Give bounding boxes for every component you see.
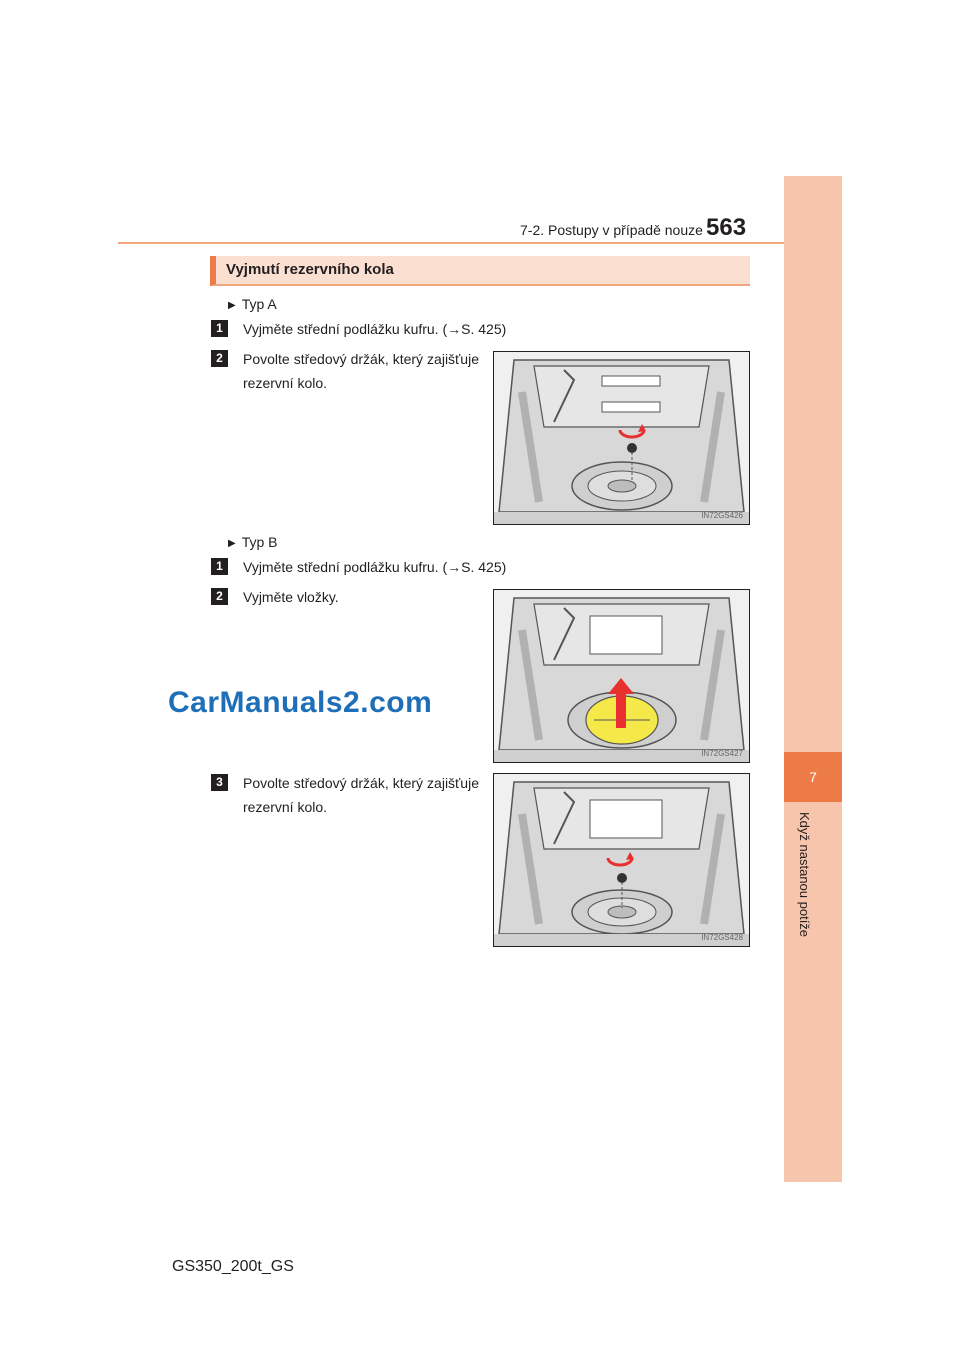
section-title: Vyjmutí rezervního kola (226, 261, 394, 278)
trunk-illustration-inserts (493, 589, 750, 763)
chapter-tab (784, 176, 842, 1182)
type-b-heading (228, 530, 278, 556)
step-number-badge: 1 (211, 320, 228, 337)
chapter-title: Když nastanou potíže (797, 812, 812, 938)
type-b-label: Typ B (241, 534, 278, 550)
header-divider (118, 242, 842, 244)
step-number-badge: 3 (211, 774, 228, 791)
type-a-label: Typ A (241, 296, 277, 312)
chapter-number: 7 (809, 769, 817, 785)
step-text: Povolte středový držák, který zajišťuje rezervní kolo. (243, 775, 479, 815)
triangle-bullet-icon: ▶ (228, 538, 236, 549)
section-title-bar (210, 256, 750, 286)
illustration-code: IN72GS427 (701, 749, 743, 758)
step-text: Vyjměte střední podlážku kufru. (→S. 425) (243, 559, 507, 575)
illustration-code: IN72GS428 (701, 933, 743, 942)
triangle-bullet-icon: ▶ (228, 300, 236, 311)
step-text: Povolte středový držák, který zajišťuje rezervní kolo. (243, 351, 479, 391)
step-text: Vyjměte střední podlážku kufru. (→S. 425) (243, 321, 507, 337)
illustration-code: IN72GS426 (701, 511, 743, 520)
chapter-number-badge (784, 752, 842, 802)
type-a-heading (228, 292, 277, 318)
watermark: CarManuals2.com (168, 686, 433, 719)
step-number-badge: 2 (211, 588, 228, 605)
trunk-illustration-type-b (493, 773, 750, 947)
page-number: 563 (706, 214, 747, 241)
footer-model-code: GS350_200t_GS (172, 1258, 294, 1275)
step-text: Vyjměte vložky. (243, 589, 339, 605)
step-number-badge: 2 (211, 350, 228, 367)
step-number-badge: 1 (211, 558, 228, 575)
section-heading: 7-2. Postupy v případě nouze (520, 222, 703, 238)
trunk-illustration-type-a (493, 351, 750, 525)
